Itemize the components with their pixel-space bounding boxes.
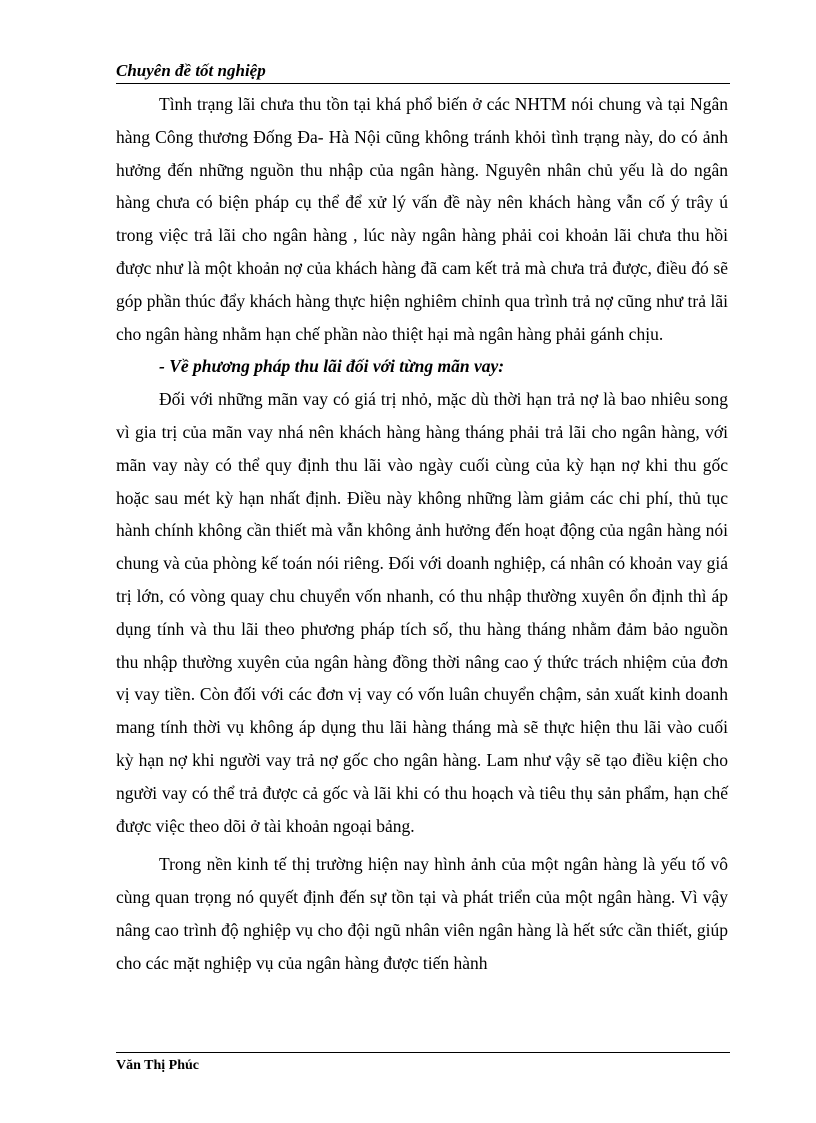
document-body — [116, 88, 728, 980]
section-subheading: - Về phương pháp thu lãi đối với từng mãn vay: — [159, 356, 505, 377]
page-footer-author: Văn Thị Phúc — [116, 1058, 199, 1073]
header-divider — [116, 83, 730, 84]
paragraph-interest-method: Đối với những mãn vay có giá trị nhỏ, mặc dù thời hạn trả nợ là bao nhiêu song vì gia trị của mãn vay nhá nên khách hàng hàng tháng phải trả lãi cho ngân hàng, với mãn vay này có thể quy định thu lãi vào ngày cuối cùng của kỳ hạn nợ khi thu gốc hoặc sau mét kỳ hạn nhất định. Điều này không những làm giảm các chi phí, thủ tục hành chính không cần thiết mà vẫn không ảnh hưởng đến hoạt động của ngân hàng nói chung và của phòng kế toán nói riêng. Đối với doanh nghiệp, cá nhân có khoản vay giá trị lớn, có vòng quay chu chuyển vốn nhanh, có thu nhập thường xuyên ổn định thì áp dụng tính và thu lãi theo phương pháp tích số, thu hàng tháng nhằm đảm bảo nguồn thu nhập thường xuyên của ngân hàng đồng thời nâng cao ý thức trách nhiệm của đơn vị vay tiền. Còn đối với các đơn vị vay có vốn luân chuyển chậm, sản xuất kinh doanh mang tính thời vụ không áp dụng thu lãi hàng tháng mà sẽ thực hiện thu lãi vào cuối kỳ hạn nợ khi người vay trả nợ gốc cho ngân hàng. Lam như vậy sẽ tạo điều kiện cho người vay có thể trả được cả gốc và lãi khi có thu hoạch và tiêu thụ sản phẩm, hạn chế được việc theo dõi ở tài khoản ngoại bảng. — [116, 389, 728, 836]
footer-divider — [116, 1052, 730, 1053]
page-header-title: Chuyên đề tốt nghiệp — [116, 61, 266, 80]
paragraph-interest-status: Tình trạng lãi chưa thu tồn tại khá phổ biến ở các NHTM nói chung và tại Ngân hàng Công thương Đống Đa- Hà Nội cũng không tránh khỏi tình trạng này, do có ảnh hưởng đến những nguồn thu nhập của ngân hàng. Nguyên nhân chủ yếu là do ngân hàng chưa có biện pháp cụ thể để xử lý vấn đề này nên khách hàng vẫn cố ý trây ú trong việc trả lãi cho ngân hàng , lúc này ngân hàng phải coi khoản lãi chưa thu hồi được như là một khoản nợ của khách hàng đã cam kết trả mà chưa trả được, điều đó sẽ góp phần thúc đẩy khách hàng thực hiện nghiêm chỉnh qua trình trả nợ cũng như trả lãi cho ngân hàng nhằm hạn chế phần nào thiệt hại mà ngân hàng phải gánh chịu. — [116, 94, 728, 344]
paragraph-market-economy: Trong nền kinh tế thị trường hiện nay hình ảnh của một ngân hàng là yếu tố vô cùng quan trọng nó quyết định đến sự tồn tại và phát triển của một ngân hàng. Vì vậy nâng cao trình độ nghiệp vụ cho đội ngũ nhân viên ngân hàng là hết sức cần thiết, giúp cho các mặt nghiệp vụ của ngân hàng được tiến hành — [116, 854, 728, 973]
